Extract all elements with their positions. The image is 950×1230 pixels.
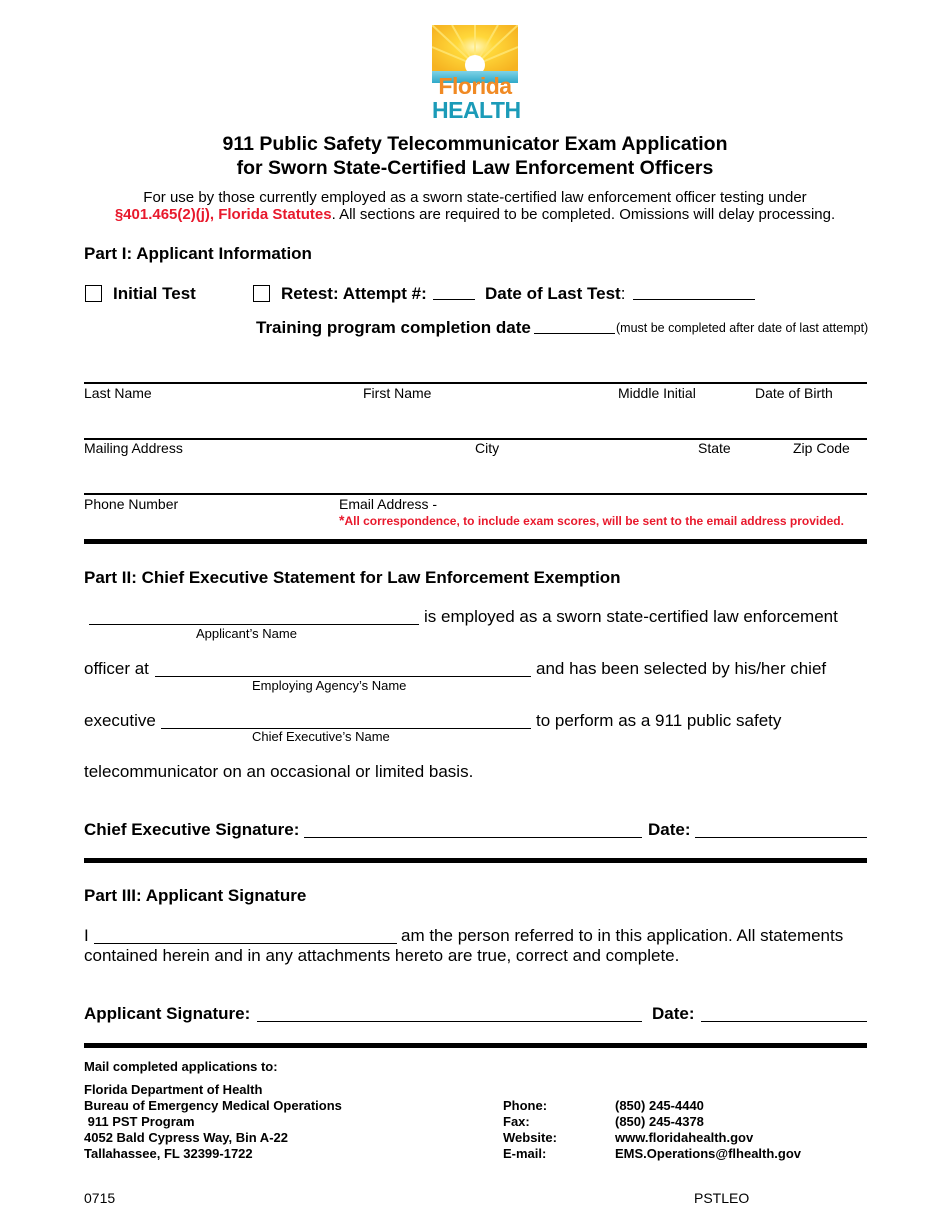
date-last-test-label: Date of Last Test: (485, 284, 626, 303)
applicant-signature-field[interactable] (257, 1021, 642, 1022)
dob-label: Date of Birth (755, 385, 833, 401)
chief-signature-label: Chief Executive Signature: (84, 820, 300, 839)
retest-checkbox[interactable] (253, 285, 270, 302)
part3-statement-line2: contained herein and in any attachments hereto are true, correct and complete. (84, 946, 680, 965)
part2-line1-text: is employed as a sworn state-certified law enforcement (424, 607, 838, 626)
part2-line3-prefix: executive (84, 711, 156, 730)
initial-test-checkbox[interactable] (85, 285, 102, 302)
form-code: 0715 (84, 1190, 116, 1206)
applicant-name-label: Applicant’s Name (196, 626, 297, 641)
phone-value: (850) 245-4440 (615, 1098, 704, 1113)
mailing-address-label: Mailing Address (84, 440, 183, 456)
chief-signature-field[interactable] (304, 837, 642, 838)
retest-label: Retest: Attempt #: (281, 284, 427, 303)
website-link[interactable]: www.floridahealth.gov (615, 1130, 754, 1145)
date-last-test-field[interactable] (633, 299, 755, 300)
part3-statement: am the person referred to in this application. All statements (401, 926, 844, 945)
mail-heading: Mail completed applications to: (84, 1059, 278, 1074)
employing-agency-label: Employing Agency’s Name (252, 678, 407, 693)
address-line: 4052 Bald Cypress Way, Bin A-22 (84, 1130, 288, 1145)
chief-date-label: Date: (648, 820, 691, 839)
section-divider-3 (84, 1043, 867, 1048)
initial-test-label: Initial Test (113, 284, 196, 303)
form-id: PSTLEO (694, 1190, 750, 1206)
email-link[interactable]: EMS.Operations@flhealth.gov (615, 1146, 802, 1161)
contact-label: Phone: (503, 1098, 548, 1113)
applicant-signature-label: Applicant Signature: (84, 1004, 251, 1023)
address-line: Bureau of Emergency Medical Operations (84, 1098, 342, 1113)
part2-heading: Part II: Chief Executive Statement for Law Enforcement Exemption (84, 568, 621, 587)
contact-labels (503, 1098, 557, 1162)
last-name-label: Last Name (84, 385, 152, 401)
first-name-label: First Name (363, 385, 432, 401)
email-notice: *All correspondence, to include exam scores, will be sent to the email address provided. (339, 512, 844, 528)
contact-label: E-mail: (503, 1146, 547, 1161)
name-row-line[interactable] (84, 382, 867, 384)
applicant-date-field[interactable] (701, 1021, 867, 1022)
address-line: 911 PST Program (84, 1114, 195, 1129)
phone-number-label: Phone Number (84, 496, 179, 512)
form-title-line2: for Sworn State-Certified Law Enforcement Officers (236, 157, 714, 179)
part3-heading: Part III: Applicant Signature (84, 886, 307, 905)
part1-heading: Part I: Applicant Information (84, 244, 312, 263)
contact-row-line[interactable] (84, 493, 867, 495)
training-date-note: (must be completed after date of last attempt) (616, 321, 869, 335)
contact-label: Fax: (503, 1114, 530, 1129)
chief-date-field[interactable] (695, 837, 867, 838)
section-divider-1 (84, 539, 867, 544)
contact-values (615, 1098, 801, 1162)
logo-florida-text: Florida (438, 73, 512, 99)
address-line: Tallahassee, FL 32399-1722 (84, 1146, 253, 1161)
applicant-date-label: Date: (652, 1004, 695, 1023)
part2-line2-suffix: and has been selected by his/her chief (536, 659, 827, 678)
chief-executive-name-label: Chief Executive’s Name (252, 729, 390, 744)
mailing-address-block (84, 1082, 342, 1162)
applicant-name-field[interactable] (89, 624, 419, 625)
zip-code-label: Zip Code (793, 440, 850, 456)
part2-line2-prefix: officer at (84, 659, 149, 678)
employing-agency-field[interactable] (155, 676, 531, 677)
intro-line1: For use by those currently employed as a sworn state-certified law enforcement officer testing under (143, 189, 807, 206)
middle-initial-label: Middle Initial (618, 385, 696, 401)
part2-line3-suffix: to perform as a 911 public safety (536, 711, 782, 730)
training-date-field[interactable] (534, 333, 615, 334)
intro-line2: §401.465(2)(j), Florida Statutes. All sections are required to be completed. Omissions will delay processing. (114, 206, 836, 223)
part2-line4: telecommunicator on an occasional or limited basis. (84, 762, 474, 781)
contact-label: Website: (503, 1130, 557, 1145)
training-date-label: Training program completion date (256, 318, 531, 337)
statute-reference: §401.465(2)(j), Florida Statutes (114, 206, 332, 223)
part3-i-text: I (84, 926, 89, 945)
state-label: State (698, 440, 731, 456)
florida-health-logo (432, 25, 521, 123)
fax-value: (850) 245-4378 (615, 1114, 704, 1129)
city-label: City (475, 440, 500, 456)
address-line: Florida Department of Health (84, 1082, 263, 1097)
email-address-label: Email Address - (339, 496, 438, 512)
section-divider-2 (84, 858, 867, 863)
applicant-printed-name-field[interactable] (94, 943, 397, 944)
logo-health-text: HEALTH (432, 97, 521, 123)
form-title-line1: 911 Public Safety Telecommunicator Exam Application (222, 133, 728, 155)
attempt-number-field[interactable] (433, 299, 475, 300)
